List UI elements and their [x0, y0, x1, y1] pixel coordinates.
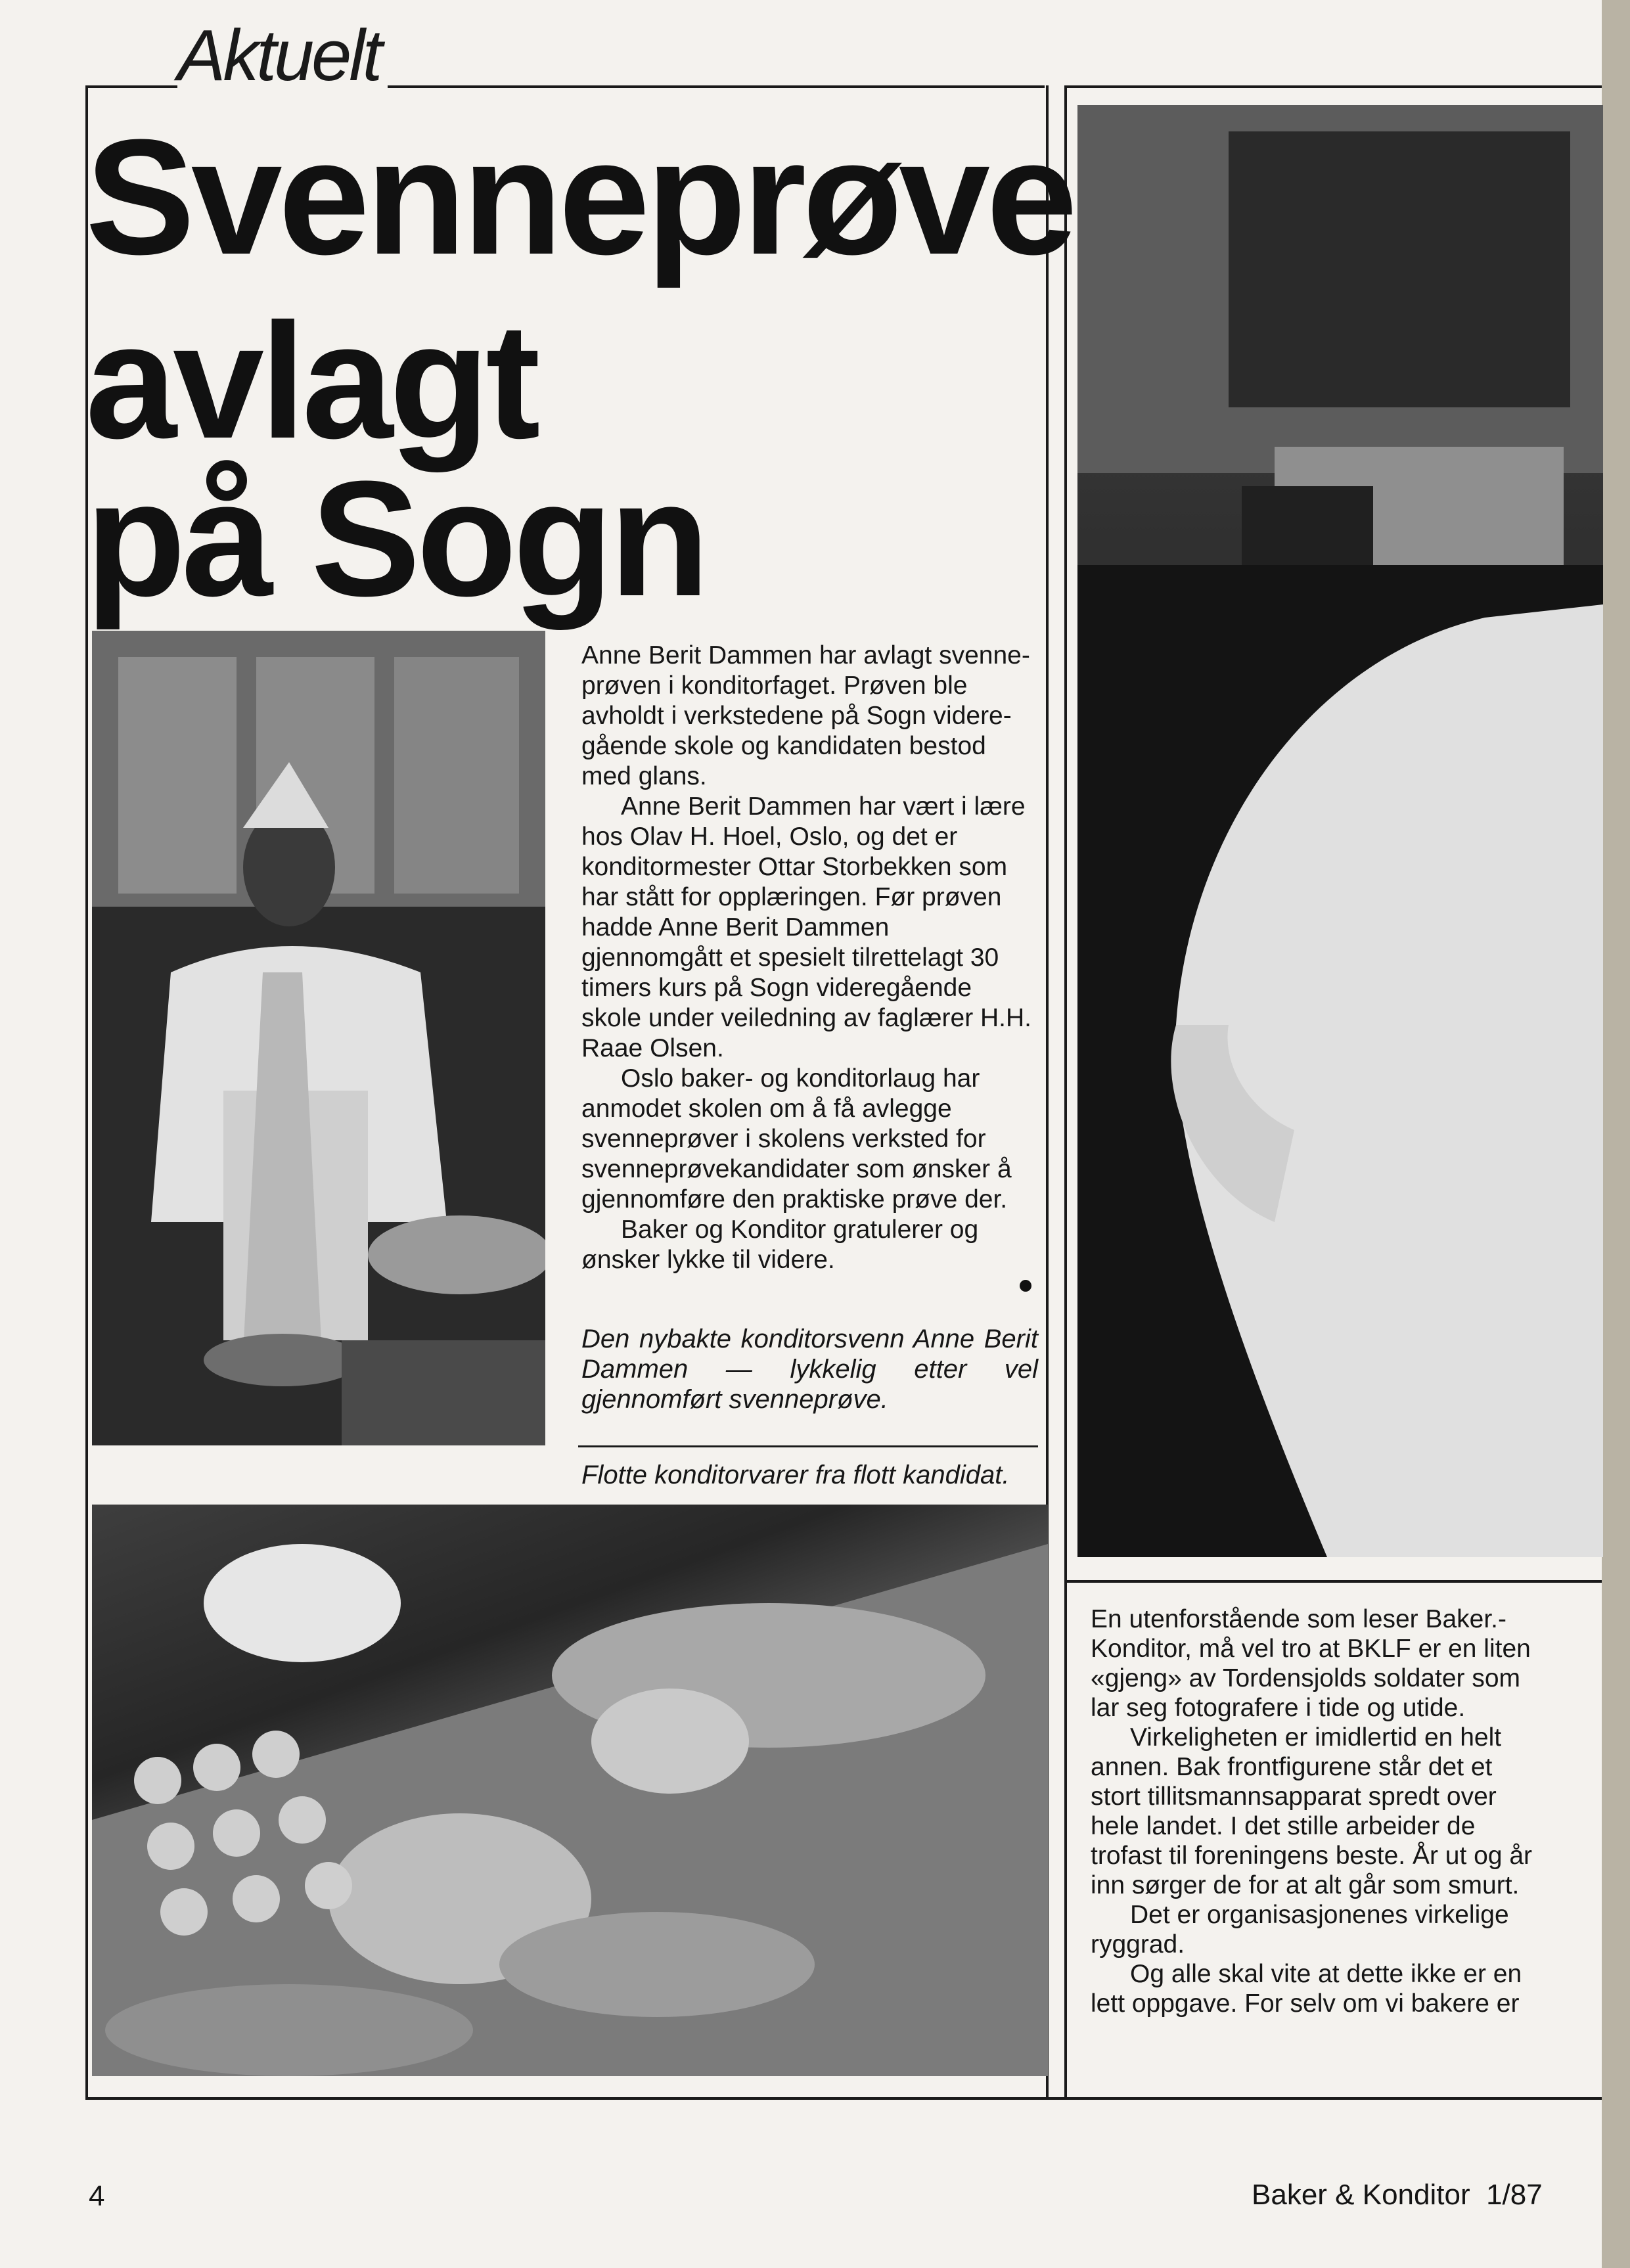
article-paragraph: Anne Berit Dammen har vært i lære hos Olav H. Hoel, Oslo, og det er konditormester Ottar Storbekken som har stått for opplæringen. Før prøven hadde Anne Berit Dammen gjennomgått et spesielt tilrettelagt 30 timers kurs på Sogn videregående skole under veiledning av faglærer H.H. Raae Olsen.	[581, 792, 1032, 1062]
sidebar-paragraph: Virkeligheten er imidlertid en helt annen. Bak frontfigurene står det et stort tillitsmannsapparat spredt over hele landet. I det stille arbeider de trofast til foreningens beste. År ut og år inn sørger de for at alt går som smurt.	[1091, 1723, 1533, 1899]
article-body	[581, 641, 1035, 1275]
sidebar-body	[1091, 1604, 1544, 2018]
article-paragraph: Anne Berit Dammen har avlagt svenneprøven i konditorfaget. Prøven ble avholdt i verkstedene på Sogn videregående skole og kandidaten bestod med glans.	[581, 641, 1030, 790]
photo-pastry-table	[92, 1505, 1048, 2076]
caption-rule	[578, 1445, 1038, 1447]
right-edge-strip	[1602, 0, 1630, 2268]
sidebar-rule	[1064, 1580, 1616, 1583]
sidebar-paragraph: Og alle skal vite at dette ikke er en lett oppgave. For selv om vi bakere er	[1091, 1960, 1522, 2018]
end-mark	[1020, 1280, 1031, 1292]
article-paragraph: Oslo baker- og konditorlaug har anmodet skolen om å få avlegge svenneprøver i skolens verksted for svenneprøvekandidater som ønsker å gjennomføre den praktiske prøve der.	[581, 1064, 1012, 1213]
caption-baker: Den nybakte konditorsvenn Anne Berit Dammen — lykkelig etter vel gjennomført svenneprøve.	[581, 1325, 1038, 1414]
section-label: Aktuelt	[177, 15, 380, 96]
article-paragraph: Baker og Konditor gratulerer og ønsker lykke til videre.	[581, 1215, 979, 1274]
headline-line-3: på Sogn	[85, 447, 706, 630]
frame-right-top	[1064, 85, 1616, 88]
sidebar-paragraph: En utenforstående som leser Baker.-Konditor, må vel tro at BKLF er en liten «gjeng» av Tordensjolds soldater som lar seg fotografere i tide og utide.	[1091, 1605, 1531, 1722]
caption-cakes: Flotte konditorvarer fra flott kandidat.	[581, 1461, 1010, 1489]
header-rule-right	[388, 85, 1045, 88]
photo-baker-with-kransekake	[92, 631, 545, 1445]
sidebar-paragraph: Det er organisasjonenes virkelige ryggrad.	[1091, 1901, 1509, 1959]
photo-chef-in-kitchen	[1077, 105, 1603, 1557]
photo-pastry-illustration	[92, 1505, 1048, 2076]
frame-right-inner	[1064, 85, 1067, 2099]
frame-bottom	[85, 2097, 1616, 2100]
header-rule-left	[85, 85, 177, 88]
headline-line-1: Svenneprøve	[85, 105, 1074, 288]
page-number: 4	[89, 2180, 105, 2212]
photo-chef-illustration	[1077, 105, 1603, 1557]
publication-title: Baker & Konditor 1/87	[1252, 2179, 1543, 2211]
photo-baker-illustration	[92, 631, 545, 1445]
headline-line-2: avlagt	[85, 289, 537, 472]
